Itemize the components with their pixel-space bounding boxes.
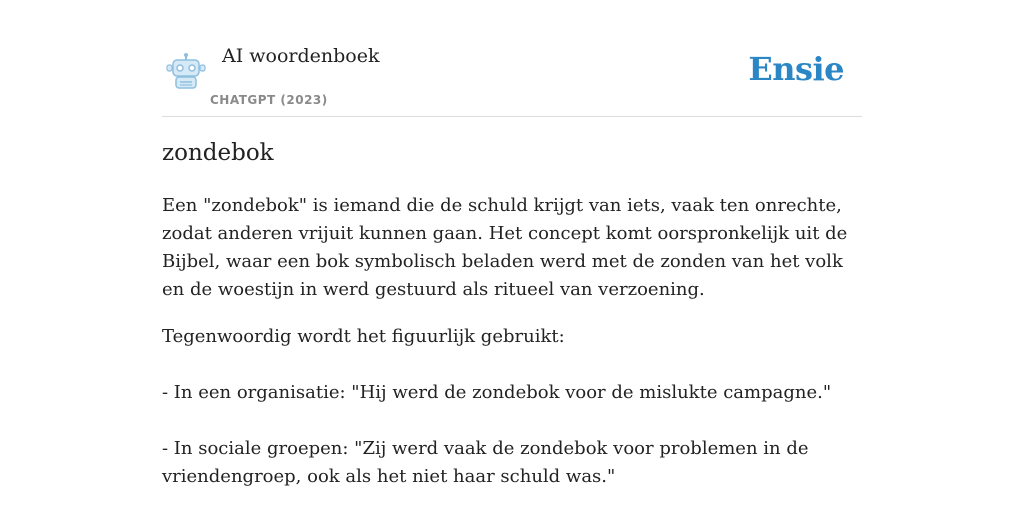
source-title[interactable]: AI woordenboek — [222, 45, 380, 67]
definition-paragraph: Een "zondebok" is iemand die de schuld krijgt van iets, vaak ten onrechte, zodat anderen vrijuit kunnen gaan. Het concept komt oorspronkelijk uit de Bijbel, waar een bok symbolisch beladen werd met de zonden van het volk en de woestijn in werd gestuurd als ritueel van verzoening. — [162, 195, 848, 300]
brand-logo[interactable]: Ensie — [748, 50, 844, 88]
source-meta: CHATGPT (2023) — [210, 93, 328, 107]
headword: zondebok — [162, 140, 274, 166]
usage-intro: Tegenwoordig wordt het figuurlijk gebruikt: — [162, 326, 565, 347]
page-content — [162, 0, 862, 487]
entry-header — [162, 0, 862, 117]
usage-example: - In een organisatie: "Hij werd de zondebok voor de mislukte campagne." — [162, 382, 832, 403]
usage-example: - In sociale groepen: "Zij werd vaak de zondebok voor problemen in de vriendengroep, ook als het niet haar schuld was." — [162, 438, 809, 487]
robot-icon — [166, 52, 206, 90]
